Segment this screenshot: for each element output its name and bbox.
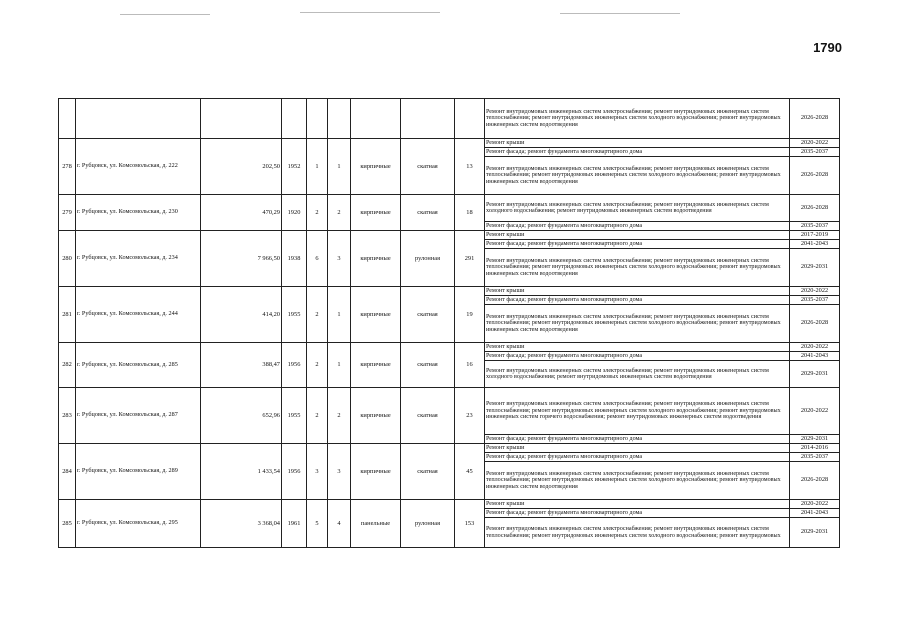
floors-cell: 2 (307, 287, 328, 343)
entrances-cell: 1 (328, 139, 351, 195)
entrances-cell: 1 (328, 343, 351, 388)
apartments-cell: 153 (455, 500, 485, 548)
work-type-cell: Ремонт крыши (485, 139, 790, 148)
address-cell: г. Рубцовск, ул. Комсомольская, д. 285 (76, 343, 201, 388)
period-cell: 2020-2022 (790, 500, 840, 509)
row-number: 278 (59, 139, 76, 195)
wall-material-cell: кирпичные (351, 287, 401, 343)
work-type-cell: Ремонт внутридомовых инженерных систем электроснабжения; ремонт внутридомовых инженерных систем теплоснабжения; ремонт внутридомовых инженерных систем холодного водоснабжения; ремонт внутридомовых инженерных систем водоотведения (485, 249, 790, 287)
address-cell: г. Рубцовск, ул. Комсомольская, д. 230 (76, 195, 201, 231)
table-row (59, 444, 840, 453)
row-number: 280 (59, 231, 76, 287)
work-type-cell: Ремонт фасада; ремонт фундамента многоквартирного дома (485, 435, 790, 444)
area-cell: 7 966,50 (201, 231, 282, 287)
table-row (59, 343, 840, 352)
work-type-cell: Ремонт крыши (485, 444, 790, 453)
year-built-cell: 1955 (282, 388, 307, 444)
work-type-cell: Ремонт внутридомовых инженерных систем электроснабжения; ремонт внутридомовых инженерных систем теплоснабжения; ремонт внутридомовых инженерных систем холодного водоснабжения; ремонт внутридомовых инженерных систем водоотведения (485, 462, 790, 500)
year-built-cell: 1952 (282, 139, 307, 195)
year-built-cell: 1956 (282, 343, 307, 388)
period-cell: 2020-2022 (790, 287, 840, 296)
floors-cell (307, 99, 328, 139)
table-row (59, 388, 840, 435)
scan-artifact (560, 13, 680, 14)
entrances-cell: 3 (328, 444, 351, 500)
year-built-cell: 1938 (282, 231, 307, 287)
row-number: 284 (59, 444, 76, 500)
table-row (59, 195, 840, 222)
year-built-cell: 1955 (282, 287, 307, 343)
period-cell: 2035-2037 (790, 222, 840, 231)
row-number: 285 (59, 500, 76, 548)
floors-cell: 2 (307, 343, 328, 388)
wall-material-cell: кирпичные (351, 195, 401, 231)
roof-type-cell (401, 99, 455, 139)
table-row (59, 99, 840, 139)
roof-type-cell: скатная (401, 444, 455, 500)
work-type-cell: Ремонт фасада; ремонт фундамента многоквартирного дома (485, 296, 790, 305)
address-cell: г. Рубцовск, ул. Комсомольская, д. 295 (76, 500, 201, 548)
area-cell: 388,47 (201, 343, 282, 388)
work-type-cell: Ремонт фасада; ремонт фундамента многоквартирного дома (485, 148, 790, 157)
apartments-cell: 16 (455, 343, 485, 388)
period-cell: 2035-2037 (790, 296, 840, 305)
address-cell: г. Рубцовск, ул. Комсомольская, д. 234 (76, 231, 201, 287)
entrances-cell: 4 (328, 500, 351, 548)
entrances-cell: 1 (328, 287, 351, 343)
floors-cell: 2 (307, 195, 328, 231)
apartments-cell: 291 (455, 231, 485, 287)
row-number: 283 (59, 388, 76, 444)
year-built-cell: 1920 (282, 195, 307, 231)
work-type-cell: Ремонт внутридомовых инженерных систем электроснабжения; ремонт внутридомовых инженерных систем теплоснабжения; ремонт внутридомовых инженерных систем холодного водоснабжения; ремонт внутридомовых (485, 518, 790, 548)
wall-material-cell: панельные (351, 500, 401, 548)
row-number: 279 (59, 195, 76, 231)
wall-material-cell (351, 99, 401, 139)
roof-type-cell: скатная (401, 343, 455, 388)
period-cell: 2017-2019 (790, 231, 840, 240)
period-cell: 2029-2031 (790, 249, 840, 287)
period-cell: 2035-2037 (790, 148, 840, 157)
period-cell: 2029-2031 (790, 435, 840, 444)
year-built-cell: 1961 (282, 500, 307, 548)
period-cell: 2035-2037 (790, 453, 840, 462)
area-cell: 414,20 (201, 287, 282, 343)
address-cell: г. Рубцовск, ул. Комсомольская, д. 222 (76, 139, 201, 195)
period-cell: 2029-2031 (790, 361, 840, 388)
address-cell: г. Рубцовск, ул. Комсомольская, д. 289 (76, 444, 201, 500)
work-type-cell: Ремонт крыши (485, 287, 790, 296)
roof-type-cell: скатная (401, 139, 455, 195)
period-cell: 2026-2028 (790, 305, 840, 343)
area-cell: 470,29 (201, 195, 282, 231)
period-cell: 2020-2022 (790, 343, 840, 352)
period-cell: 2020-2022 (790, 388, 840, 435)
work-type-cell: Ремонт внутридомовых инженерных систем электроснабжения; ремонт внутридомовых инженерных систем холодного водоснабжения; ремонт внутридомовых инженерных систем водоотведения (485, 195, 790, 222)
work-type-cell: Ремонт фасада; ремонт фундамента многоквартирного дома (485, 222, 790, 231)
wall-material-cell: кирпичные (351, 139, 401, 195)
apartments-cell: 45 (455, 444, 485, 500)
apartments-cell (455, 99, 485, 139)
roof-type-cell: скатная (401, 287, 455, 343)
area-cell: 652,96 (201, 388, 282, 444)
year-built-cell: 1956 (282, 444, 307, 500)
period-cell: 2029-2031 (790, 518, 840, 548)
work-type-cell: Ремонт внутридомовых инженерных систем электроснабжения; ремонт внутридомовых инженерных систем теплоснабжения; ремонт внутридомовых инженерных систем холодного водоснабжения; ремонт внутридомовых инженерных систем водоотведения (485, 99, 790, 139)
apartments-cell: 19 (455, 287, 485, 343)
scan-artifact (120, 14, 210, 15)
work-type-cell: Ремонт фасада; ремонт фундамента многоквартирного дома (485, 453, 790, 462)
work-type-cell: Ремонт внутридомовых инженерных систем электроснабжения; ремонт внутридомовых инженерных систем теплоснабжения; ремонт внутридомовых инженерных систем холодного водоснабжения; ремонт внутридомовых инженерных систем водоотведения (485, 157, 790, 195)
wall-material-cell: кирпичные (351, 231, 401, 287)
work-type-cell: Ремонт крыши (485, 500, 790, 509)
address-cell: г. Рубцовск, ул. Комсомольская, д. 244 (76, 287, 201, 343)
wall-material-cell: кирпичные (351, 388, 401, 444)
entrances-cell: 3 (328, 231, 351, 287)
wall-material-cell: кирпичные (351, 444, 401, 500)
period-cell: 2041-2043 (790, 240, 840, 249)
apartments-cell: 23 (455, 388, 485, 444)
apartments-cell: 13 (455, 139, 485, 195)
table-row (59, 287, 840, 296)
entrances-cell: 2 (328, 388, 351, 444)
work-type-cell: Ремонт внутридомовых инженерных систем электроснабжения; ремонт внутридомовых инженерных систем теплоснабжения; ремонт внутридомовых инженерных систем холодного водоснабжения; ремонт внутридомовых инженерных систем водоотведения (485, 305, 790, 343)
area-cell: 1 433,54 (201, 444, 282, 500)
area-cell: 202,50 (201, 139, 282, 195)
table-row (59, 500, 840, 509)
floors-cell: 1 (307, 139, 328, 195)
wall-material-cell: кирпичные (351, 343, 401, 388)
period-cell: 2041-2043 (790, 352, 840, 361)
floors-cell: 5 (307, 500, 328, 548)
address-cell (76, 99, 201, 139)
work-type-cell: Ремонт внутридомовых инженерных систем электроснабжения; ремонт внутридомовых инженерных систем холодного водоснабжения; ремонт внутридомовых инженерных систем водоотведения (485, 361, 790, 388)
row-number (59, 99, 76, 139)
period-cell: 2014-2016 (790, 444, 840, 453)
work-type-cell: Ремонт фасада; ремонт фундамента многоквартирного дома (485, 509, 790, 518)
floors-cell: 6 (307, 231, 328, 287)
work-type-cell: Ремонт фасада; ремонт фундамента многоквартирного дома (485, 352, 790, 361)
work-type-cell: Ремонт крыши (485, 231, 790, 240)
work-type-cell: Ремонт фасада; ремонт фундамента многоквартирного дома (485, 240, 790, 249)
period-cell: 2026-2028 (790, 99, 840, 139)
period-cell: 2026-2028 (790, 462, 840, 500)
address-cell: г. Рубцовск, ул. Комсомольская, д. 287 (76, 388, 201, 444)
entrances-cell (328, 99, 351, 139)
period-cell: 2041-2043 (790, 509, 840, 518)
floors-cell: 2 (307, 388, 328, 444)
period-cell: 2026-2028 (790, 195, 840, 222)
table-row (59, 139, 840, 148)
scan-artifact (300, 12, 440, 13)
roof-type-cell: скатная (401, 195, 455, 231)
table-body (59, 99, 840, 548)
table-row (59, 231, 840, 240)
roof-type-cell: рулонная (401, 231, 455, 287)
work-type-cell: Ремонт внутридомовых инженерных систем электроснабжения; ремонт внутридомовых инженерных систем теплоснабжения; ремонт внутридомовых инженерных систем холодного водоснабжения; ремонт внутридомовых инженерных систем горячего водоснабжения; ремонт внутридомовых инженерных систем водоотведения (485, 388, 790, 435)
area-cell: 3 368,04 (201, 500, 282, 548)
year-built-cell (282, 99, 307, 139)
row-number: 282 (59, 343, 76, 388)
entrances-cell: 2 (328, 195, 351, 231)
floors-cell: 3 (307, 444, 328, 500)
period-cell: 2026-2028 (790, 157, 840, 195)
work-type-cell: Ремонт крыши (485, 343, 790, 352)
page-number: 1790 (813, 40, 842, 55)
roof-type-cell: рулонная (401, 500, 455, 548)
area-cell (201, 99, 282, 139)
period-cell: 2020-2022 (790, 139, 840, 148)
repair-program-table (58, 98, 840, 548)
roof-type-cell: скатная (401, 388, 455, 444)
apartments-cell: 18 (455, 195, 485, 231)
row-number: 281 (59, 287, 76, 343)
